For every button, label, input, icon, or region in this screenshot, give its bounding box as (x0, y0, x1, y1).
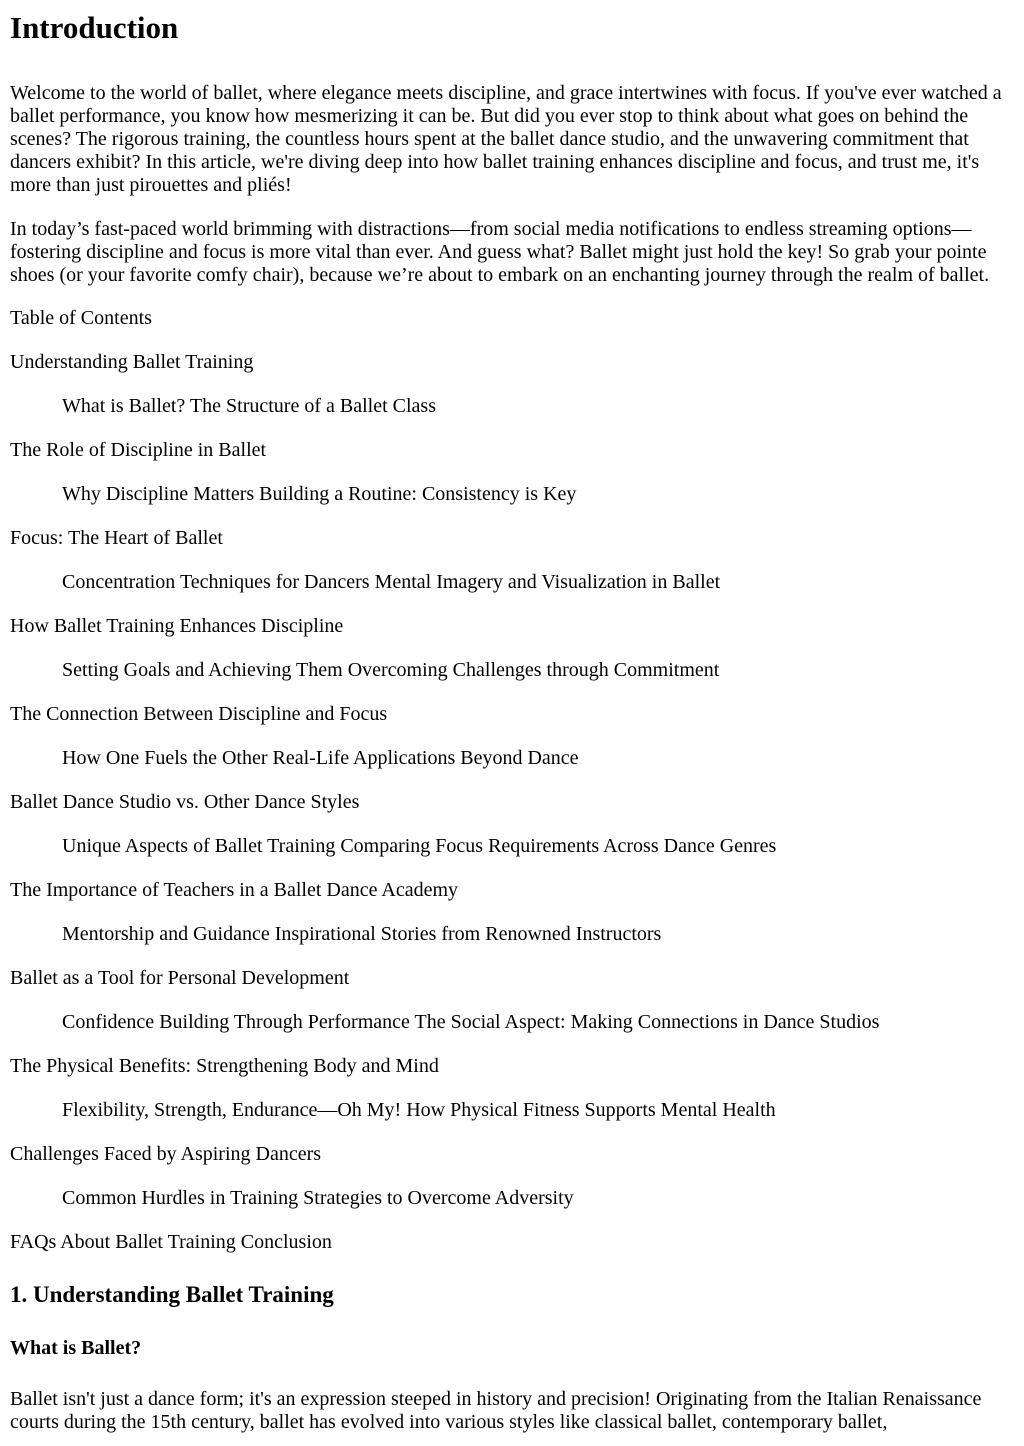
toc-item: The Importance of Teachers in a Ballet Dance Academy (10, 879, 459, 901)
toc-item: Challenges Faced by Aspiring Dancers (10, 1143, 322, 1165)
toc-subitems: Mentorship and Guidance Inspirational Stories from Renowned Instructors (62, 923, 662, 945)
toc-subitems: Concentration Techniques for Dancers Mental Imagery and Visualization in Ballet (62, 571, 721, 593)
intro-paragraph: In today’s fast-paced world brimming with distractions—from social media notifications to endless streaming options—fostering discipline and focus is more vital than ever. And guess what? Ballet might just hold the key! So grab your pointe shoes (or your favorite comfy chair), because we’re about to embark on an enchanting journey through the realm of ballet. (10, 218, 990, 286)
toc-item: Ballet as a Tool for Personal Development (10, 967, 350, 989)
toc-item: How Ballet Training Enhances Discipline (10, 615, 344, 637)
toc-item: The Physical Benefits: Strengthening Body and Mind (10, 1055, 439, 1077)
section-paragraph: Ballet isn't just a dance form; it's an expression steeped in history and precision! Originating from the Italian Renaissance courts during the 15th century, ballet has evolved into various styles like classical ballet, contemporary ballet, (10, 1388, 982, 1433)
toc-subitems: Why Discipline Matters Building a Routine: Consistency is Key (62, 483, 577, 505)
table-of-contents (10, 351, 1014, 1254)
toc-subitems: Unique Aspects of Ballet Training Comparing Focus Requirements Across Dance Genres (62, 835, 777, 857)
toc-item: FAQs About Ballet Training Conclusion (10, 1231, 332, 1253)
intro-paragraph: Welcome to the world of ballet, where elegance meets discipline, and grace intertwines with focus. If you've ever watched a ballet performance, you know how mesmerizing it can be. But did you ever stop to think about what goes on behind the scenes? The rigorous training, the countless hours spent at the ballet dance studio, and the unwavering commitment that dancers exhibit? In this article, we're diving deep into how ballet training enhances discipline and focus, and trust me, it's more than just pirouettes and pliés! (10, 82, 1002, 196)
toc-subitems: Common Hurdles in Training Strategies to Overcome Adversity (62, 1187, 574, 1209)
toc-title: Table of Contents (10, 307, 152, 329)
section-subheading: What is Ballet? (10, 1337, 142, 1359)
section-heading: 1. Understanding Ballet Training (10, 1282, 334, 1307)
toc-item: The Role of Discipline in Ballet (10, 439, 267, 461)
toc-item: The Connection Between Discipline and Focus (10, 703, 388, 725)
toc-subitems: Confidence Building Through Performance The Social Aspect: Making Connections in Dance Studios (62, 1011, 880, 1033)
toc-item: Ballet Dance Studio vs. Other Dance Styles (10, 791, 360, 813)
toc-item: Understanding Ballet Training (10, 351, 254, 373)
toc-item: Focus: The Heart of Ballet (10, 527, 223, 549)
toc-subitems: How One Fuels the Other Real-Life Applications Beyond Dance (62, 747, 579, 769)
toc-subitems: Flexibility, Strength, Endurance—Oh My! How Physical Fitness Supports Mental Health (62, 1099, 776, 1121)
toc-subitems: What is Ballet? The Structure of a Ballet Class (62, 395, 436, 417)
toc-subitems: Setting Goals and Achieving Them Overcoming Challenges through Commitment (62, 659, 720, 681)
page-title: Introduction (10, 10, 179, 45)
